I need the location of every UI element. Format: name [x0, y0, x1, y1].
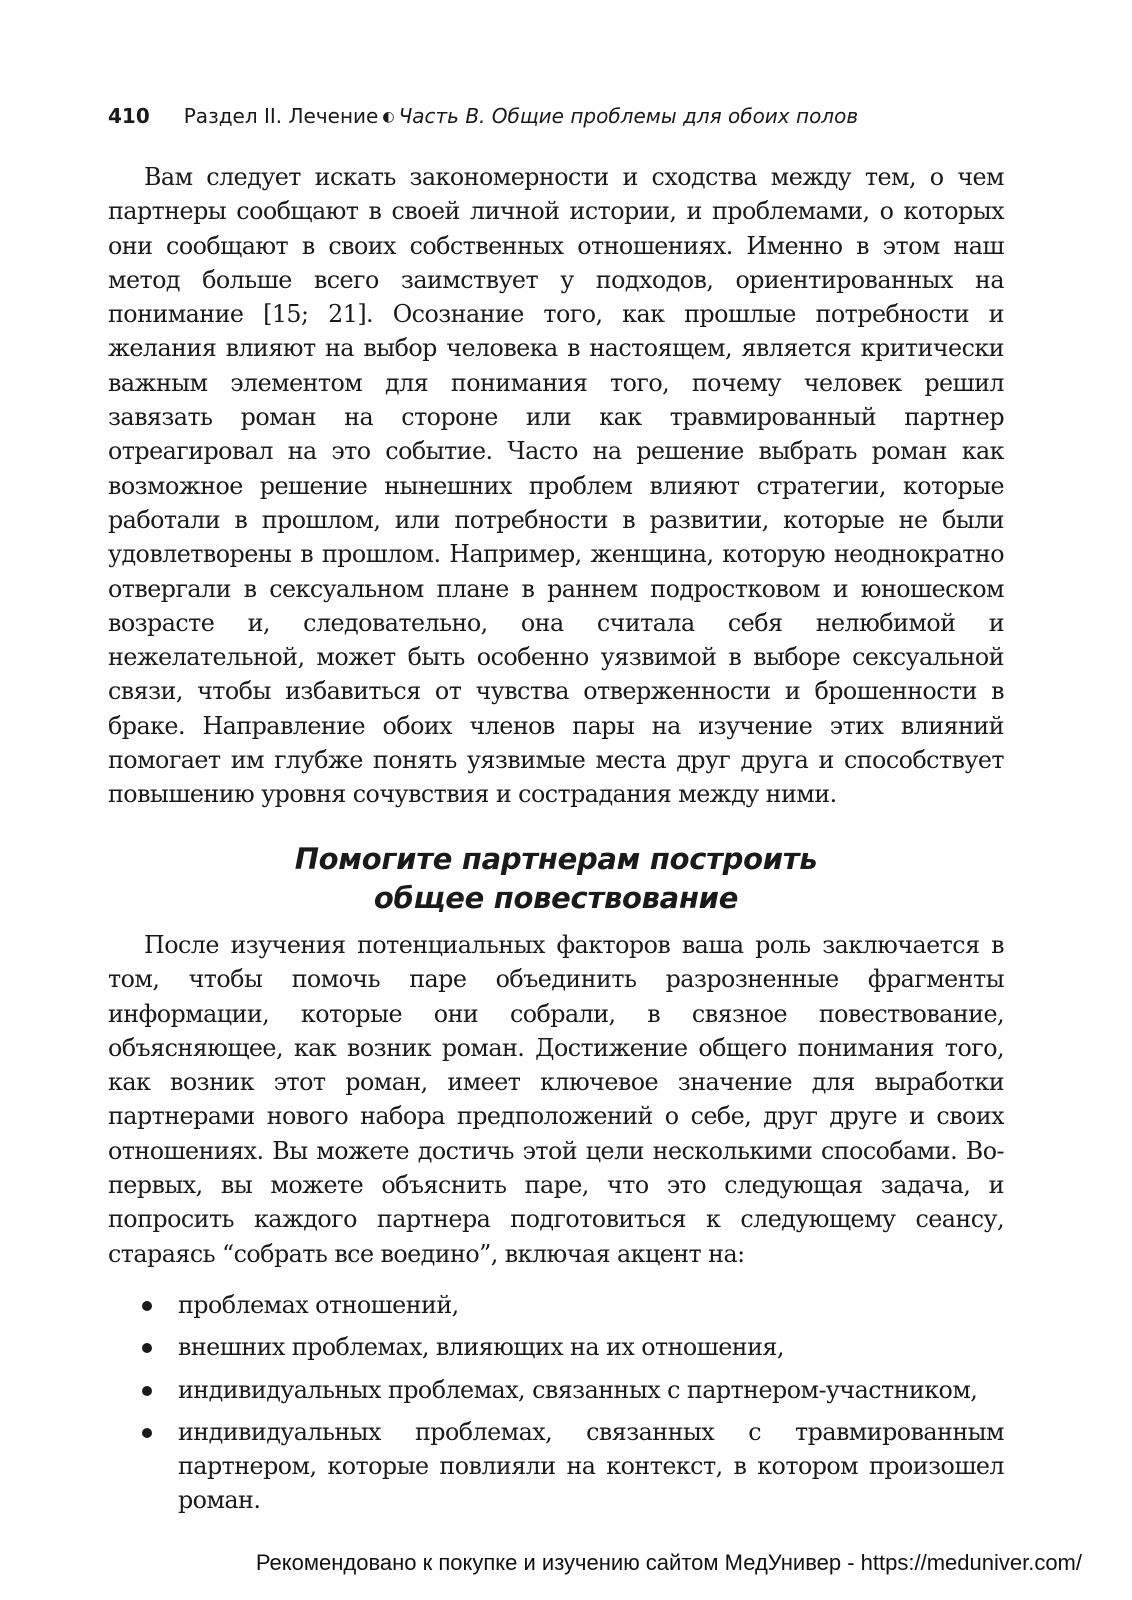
list-item-text: индивидуальных проблемах, связанных с партнером-участником,	[178, 1375, 978, 1404]
running-header	[108, 102, 1008, 133]
bullet-icon	[142, 1386, 152, 1396]
footer-promo-text: Рекомендовано к покупке и изучению сайтом МедУнивер - https://meduniver.com/	[255, 1550, 1082, 1575]
bullet-list	[108, 1288, 1004, 1526]
section-heading-line-1: Помогите партнерам построить	[294, 842, 818, 876]
circle-bullet-icon: ◐	[382, 109, 395, 125]
bullet-icon	[142, 1301, 152, 1311]
list-item	[108, 1373, 1004, 1407]
body-paragraph-2: После изучения потенциальных факторов ваша роль заключается в том, чтобы помочь паре объединить разрозненные фрагменты информации, которые они собрали, в связное повествование, объясняющее, как возник роман. Достижение общего понимания того, как возник этот роман, имеет ключевое значение для выработки партнерами нового набора предположений о себе, друг друге и своих отношениях. Вы можете достичь этой цели несколькими способами. Во-первых, вы можете объяснить паре, что это следующая задача, и попросить каждого партнера подготовиться к следующему сеансу, стараясь “собрать все воедино”, включая акцент на:	[108, 931, 1004, 1268]
header-part: Часть B. Общие проблемы для обоих полов	[398, 104, 859, 128]
list-item-text: проблемах отношений,	[178, 1291, 459, 1319]
list-item	[108, 1288, 1004, 1322]
list-item	[108, 1415, 1004, 1518]
list-item-text: внешних проблемах, влияющих на их отношения,	[178, 1333, 784, 1362]
bullet-icon	[142, 1343, 152, 1353]
section-heading-line-2: общее повествование	[373, 881, 739, 915]
header-section: Раздел II. Лечение	[183, 104, 379, 128]
body-paragraph-1: Вам следует искать закономерности и сходства между тем, о чем партнеры сообщают в своей личной истории, и проблемами, о которых они сообщают в своих собственных отношениях. Именно в этом наш метод больше всего заимствует у подходов, ориентированных на понимание [15; 21]. Осознание того, как прошлые потребности и желания влияют на выбор человека в настоящем, является критически важным элементом для понимания того, почему человек решил завязать роман на стороне или как травмированный партнер отреагировал на это событие. Часто на решение выбрать роман как возможное решение нынешних проблем влияют стратегии, которые работали в прошлом, или потребности в развитии, которые не были удовлетворены в прошлом. Например, женщина, которую неоднократно отвергали в сексуальном плане в раннем подростковом и юношеском возрасте и, следовательно, она считала себя нелюбимой и нежелательной, может быть особенно уязвимой в выборе сексуальной связи, чтобы избавиться от чувства отверженности и брошенности в браке. Направление обоих членов пары на изучение этих влияний помогает им глубже понять уязвимые места друг друга и способствует повышению уровня сочувствия и сострадания между ними.	[108, 163, 1004, 809]
page-number: 410	[108, 104, 150, 128]
bullet-icon	[142, 1428, 152, 1438]
list-item-text: индивидуальных проблемах, связанных с травмированным партнером, которые повлияли на контекст, в котором произошел роман.	[178, 1417, 1004, 1515]
list-item	[108, 1330, 1004, 1364]
section-heading	[108, 840, 1004, 918]
